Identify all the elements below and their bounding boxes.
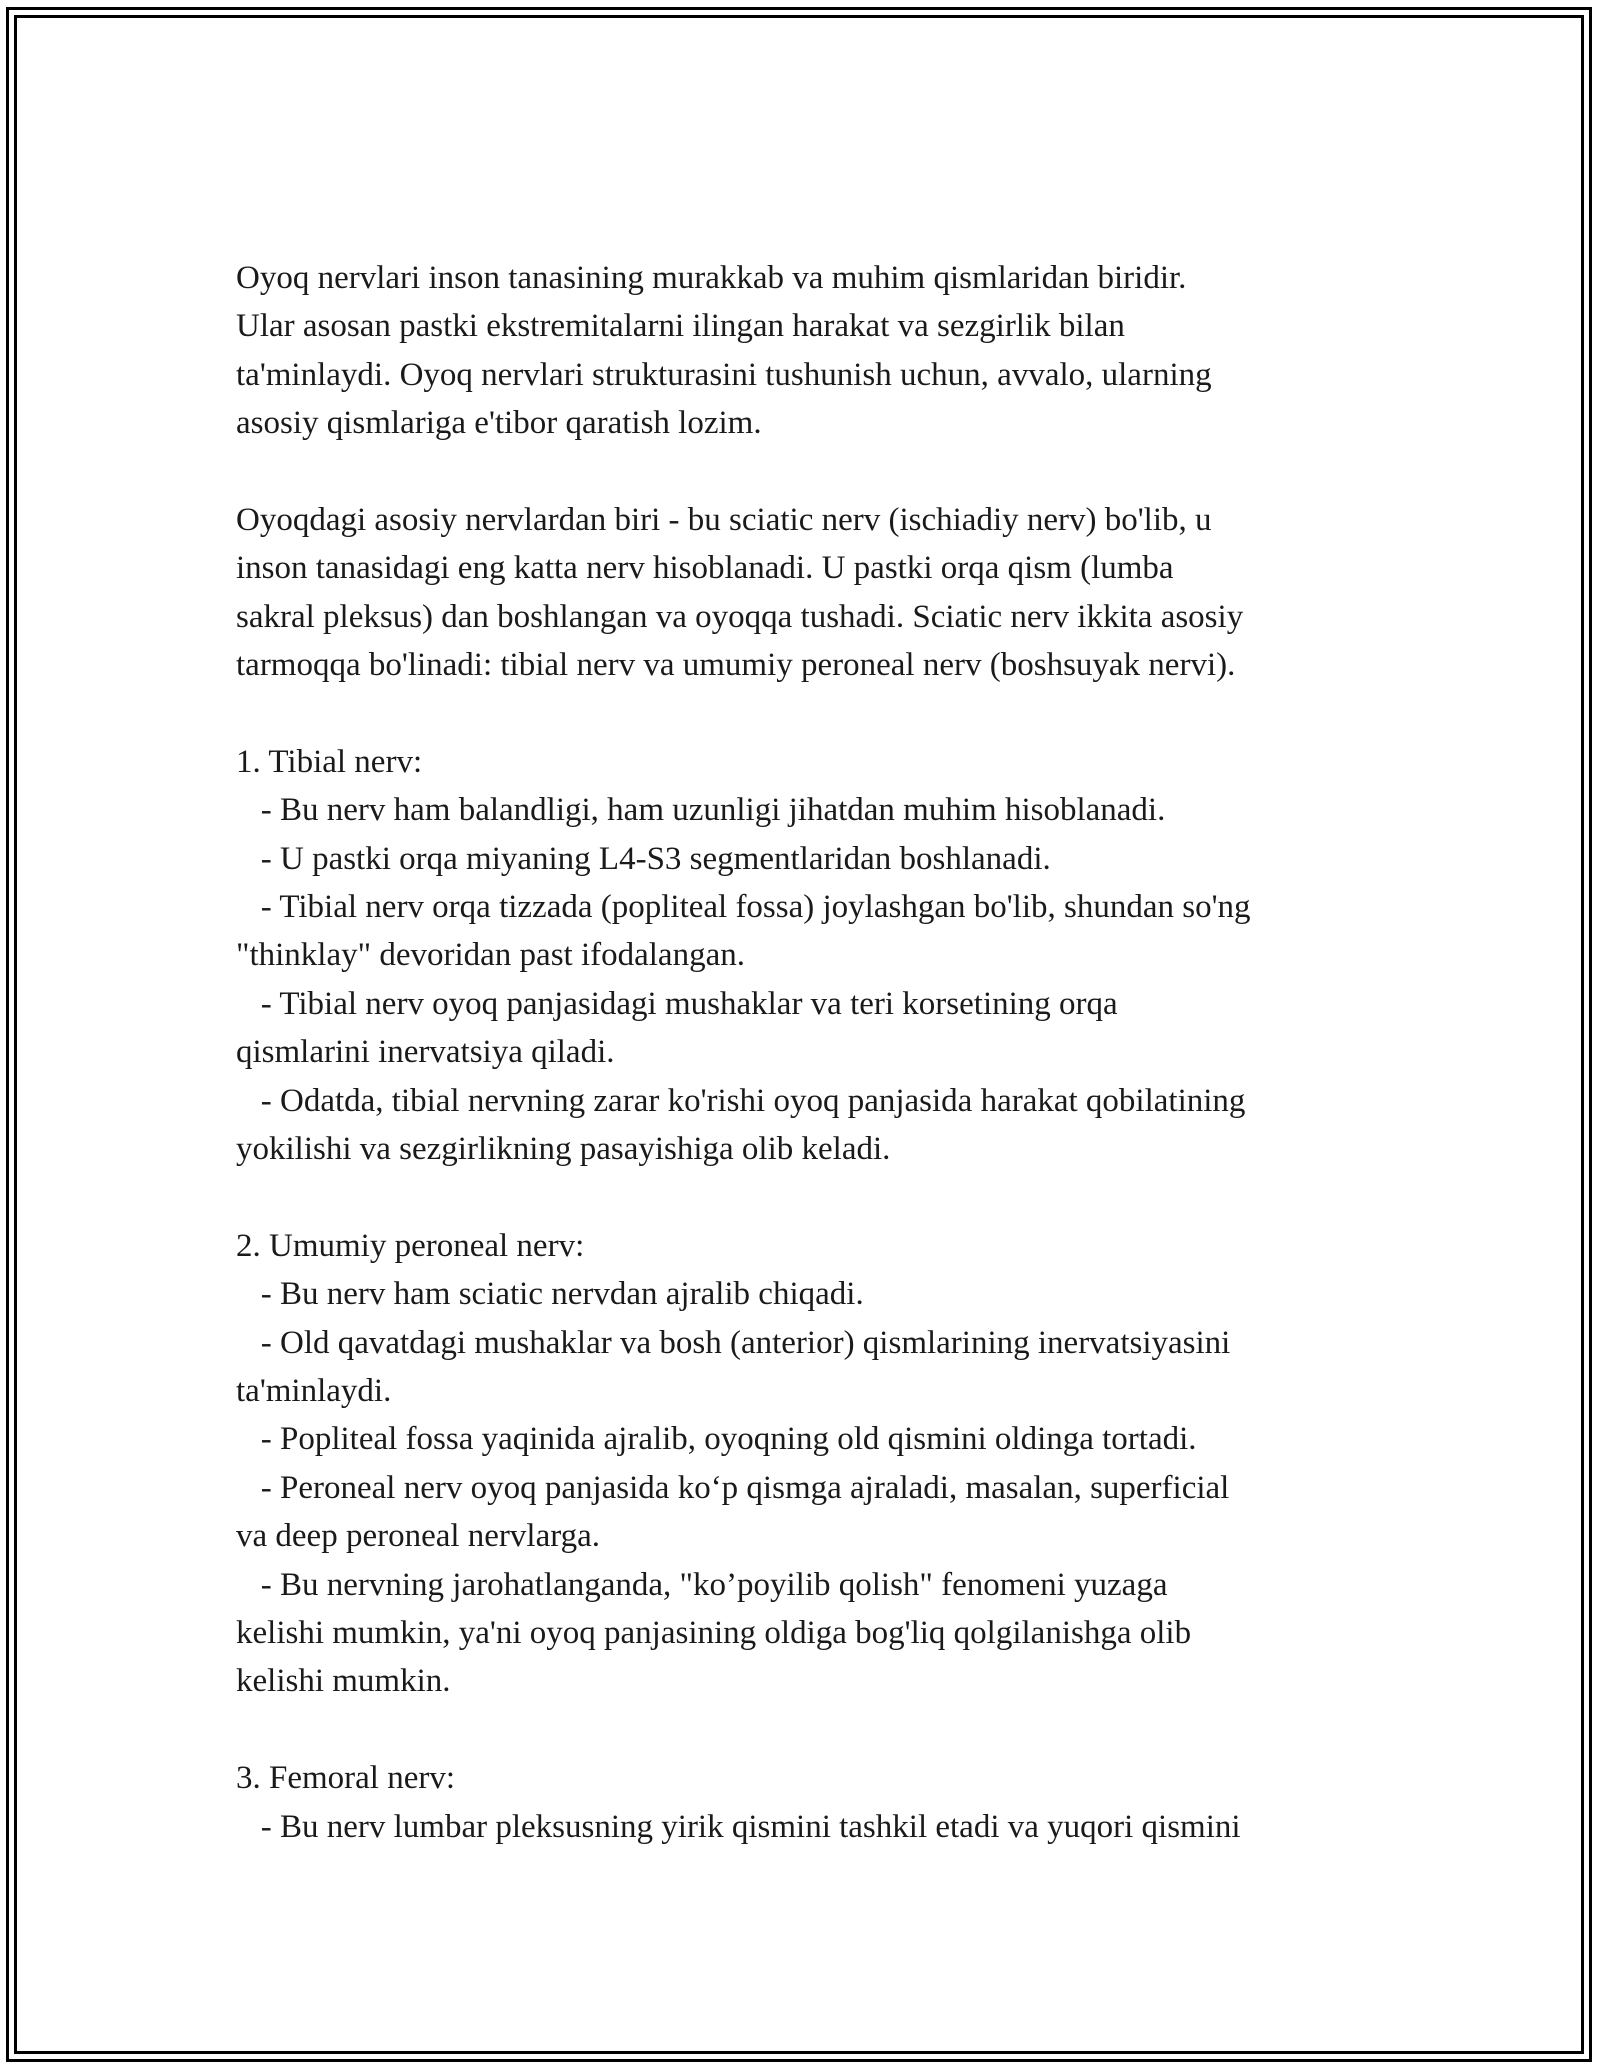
text-line: kelishi mumkin, ya'ni oyoq panjasining oldiga bog'liq qolgilanishga olib (236, 1614, 1192, 1651)
list-item: - U pastki orqa miyaning L4-S3 segmentlaridan boshlanadi. (236, 840, 1051, 877)
list-item: - Bu nerv lumbar pleksusning yirik qismini tashkil etadi va yuqori qismini (236, 1808, 1241, 1845)
document-body (236, 254, 1386, 1851)
list-item: - Popliteal fossa yaqinida ajralib, oyoqning old qismini oldinga tortadi. (236, 1421, 1197, 1458)
text-line: va deep peroneal nervlarga. (236, 1518, 601, 1555)
text-line: Oyoqdagi asosiy nervlardan biri - bu sciatic nerv (ischiadiy nerv) bo'lib, u (236, 501, 1212, 538)
blank-line (236, 690, 1386, 738)
text-line: asosiy qismlariga e'tibor qaratish lozim. (236, 405, 762, 442)
list-item: - Tibial nerv orqa tizzada (popliteal fossa) joylashgan bo'lib, shundan so'ng (236, 889, 1251, 926)
list-item: - Old qavatdagi mushaklar va bosh (anterior) qismlarining inervatsiyasini (236, 1324, 1231, 1361)
text-line: inson tanasidagi eng katta nerv hisoblanadi. U pastki orqa qism (lumba (236, 550, 1174, 587)
text-line: kelishi mumkin. (236, 1663, 451, 1700)
text-line: yokilishi va sezgirlikning pasayishiga olib keladi. (236, 1131, 891, 1168)
text-line: "thinklay" devoridan past ifodalangan. (236, 937, 745, 974)
list-item: - Bu nervning jarohatlanganda, "ko’poyilib qolish" fenomeni yuzaga (236, 1566, 1168, 1603)
list-item: - Tibial nerv oyoq panjasidagi mushaklar va teri korsetining orqa (236, 985, 1118, 1022)
text-line: qismlarini inervatsiya qiladi. (236, 1034, 615, 1071)
section-heading: 3. Femoral nerv: (236, 1760, 456, 1797)
text-line: sakral pleksus) dan boshlangan va oyoqqa tushadi. Sciatic nerv ikkita asosiy (236, 598, 1244, 635)
text-line: ta'minlaydi. Oyoq nervlari strukturasini tushunish uchun, avvalo, ularning (236, 356, 1212, 393)
text-line: Oyoq nervlari inson tanasining murakkab va muhim qismlaridan biridir. (236, 260, 1187, 296)
list-item: - Peroneal nerv oyoq panjasida ko‘p qismga ajraladi, masalan, superficial (236, 1469, 1230, 1506)
list-item: - Bu nerv ham balandligi, ham uzunligi jihatdan muhim hisoblanadi. (236, 792, 1166, 829)
list-item: - Bu nerv ham sciatic nervdan ajralib chiqadi. (236, 1276, 864, 1313)
blank-line (236, 1706, 1386, 1754)
list-item: - Odatda, tibial nervning zarar ko'rishi oyoq panjasida harakat qobilatining (236, 1082, 1246, 1119)
section-heading: 2. Umumiy peroneal nerv: (236, 1227, 585, 1264)
text-line: tarmoqqa bo'linadi: tibial nerv va umumiy peroneal nerv (boshsuyak nervi). (236, 647, 1236, 684)
text-line: Ular asosan pastki ekstremitalarni ilingan harakat va sezgirlik bilan (236, 308, 1125, 345)
section-heading: 1. Tibial nerv: (236, 743, 423, 780)
text-line: ta'minlaydi. (236, 1372, 392, 1409)
blank-line (236, 448, 1386, 496)
blank-line (236, 1173, 1386, 1221)
